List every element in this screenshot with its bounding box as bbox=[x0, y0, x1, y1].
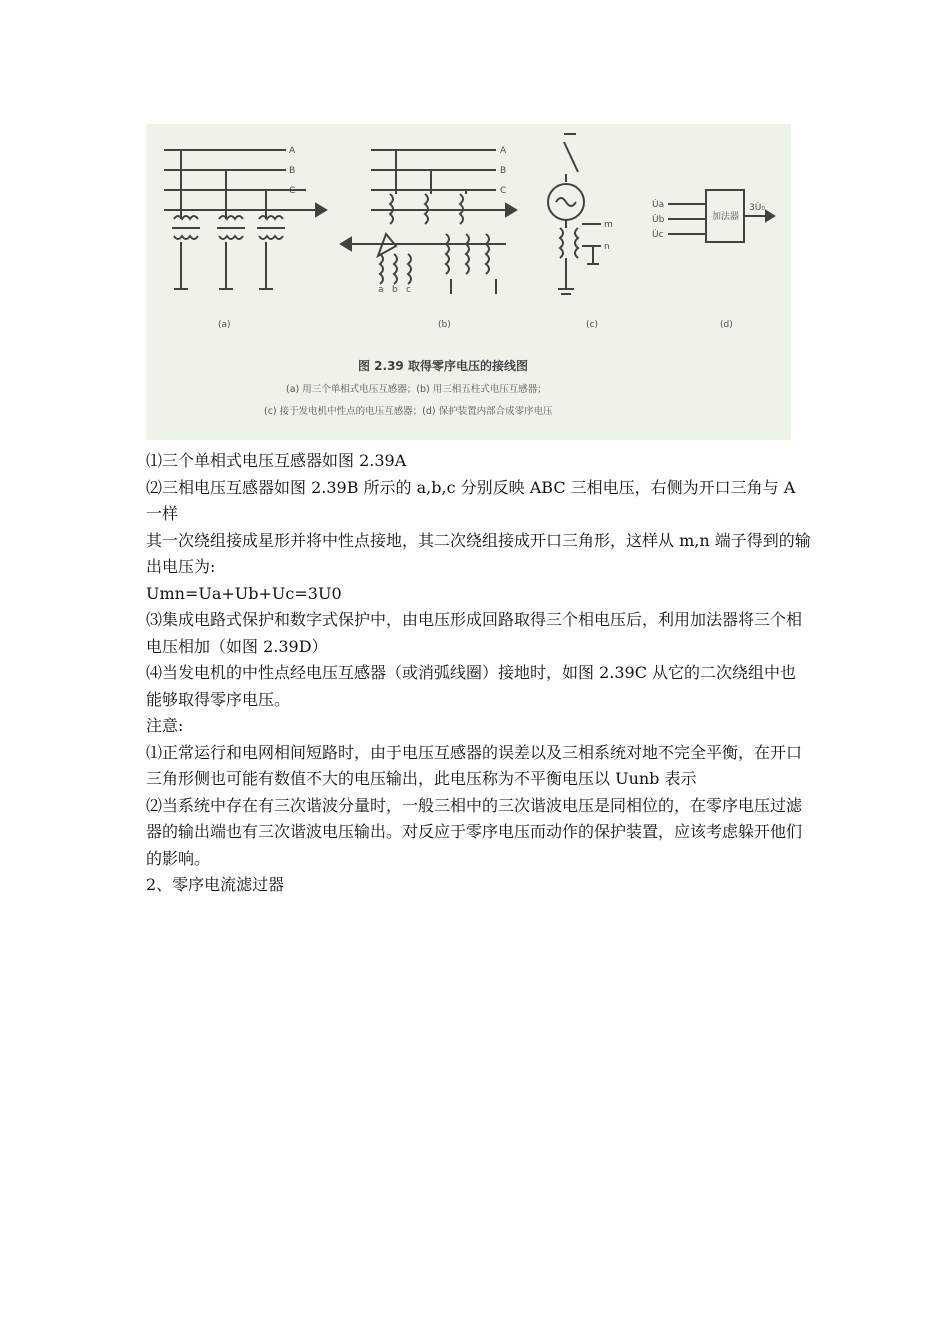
terminal-n-label: n bbox=[604, 242, 610, 252]
phase-a-label-a: A bbox=[289, 146, 296, 156]
formula-line: Umn=Ua+Ub+Uc=3U0 bbox=[146, 583, 342, 603]
phase-b-label-a: B bbox=[289, 166, 296, 176]
figure-2-39-image bbox=[146, 124, 791, 440]
paragraph-5: ⑷当发电机的中性点经电压互感器（或消弧线圈）接地时，如图 2.39C 从它的二次绕组中也能够取得零序电压。 bbox=[146, 663, 797, 709]
note-2: ⑵当系统中存在有三次谐波分量时，一般三相中的三次谐波电压是同相位的，在零序电压过滤器的输出端也有三次谐波电压输出。对反应于零序电压而动作的保护装置，应该考虑躲开他们的影响。 bbox=[146, 795, 803, 868]
input-uc-label: U̇c bbox=[652, 230, 664, 240]
phase-b-label-b: B bbox=[500, 166, 507, 176]
section-heading: 2、零序电流滤过器 bbox=[146, 875, 285, 894]
panel-c-label: (c) bbox=[586, 320, 598, 330]
paragraph-3: 其一次绕组接成星形并将中性点接地，其二次绕组接成开口三角形，这样从 m,n 端子得到的输出电压为: bbox=[146, 530, 811, 576]
paragraph-4: ⑶集成电路式保护和数字式保护中，由电压形成回路取得三个相电压后，利用加法器将三个相电压相加（如图 2.39D） bbox=[146, 610, 803, 656]
phase-labels bbox=[218, 146, 765, 330]
phase-c-label-a: C bbox=[289, 186, 296, 196]
terminal-c-label: c bbox=[406, 285, 411, 295]
note-heading: 注意: bbox=[146, 716, 184, 735]
figure-caption: 图 2.39 取得零序电压的接线图 bbox=[358, 359, 528, 373]
panel-a-label: (a) bbox=[218, 320, 231, 330]
terminal-m-label: m bbox=[604, 220, 613, 230]
input-ua-label: U̇a bbox=[652, 200, 665, 210]
terminal-b-label: b bbox=[392, 285, 398, 295]
terminal-a-label: a bbox=[378, 285, 384, 295]
paragraph-2: ⑵三相电压互感器如图 2.39B 所示的 a,b,c 分别反映 ABC 三相电压，右侧为开口三角与 A 一样 bbox=[146, 477, 796, 523]
adder-label: 加法器 bbox=[712, 212, 740, 222]
figure-subcaption-2: (c) 接于发电机中性点的电压互感器；(d) 保护装置内部合成零序电压 bbox=[264, 406, 553, 417]
wiring-diagram bbox=[146, 124, 791, 440]
input-ub-label: U̇b bbox=[652, 215, 665, 225]
phase-c-label-b: C bbox=[500, 186, 507, 196]
paragraph-1: ⑴三个单相式电压互感器如图 2.39A bbox=[146, 451, 407, 470]
note-1: ⑴正常运行和电网相间短路时，由于电压互感器的误差以及三相系统对地不完全平衡，在开口三角形侧也可能有数值不大的电压输出，此电压称为不平衡电压以 Uunb 表示 bbox=[146, 742, 803, 788]
figure-subcaption-1: (a) 用三个单相式电压互感器；(b) 用三相五柱式电压互感器； bbox=[286, 384, 547, 395]
panel-d-label: (d) bbox=[720, 320, 733, 330]
phase-a-label-b: A bbox=[500, 146, 507, 156]
panel-b-label: (b) bbox=[438, 320, 451, 330]
output-3u0-label: 3U̇₀ bbox=[749, 203, 765, 213]
body-text bbox=[146, 448, 811, 899]
